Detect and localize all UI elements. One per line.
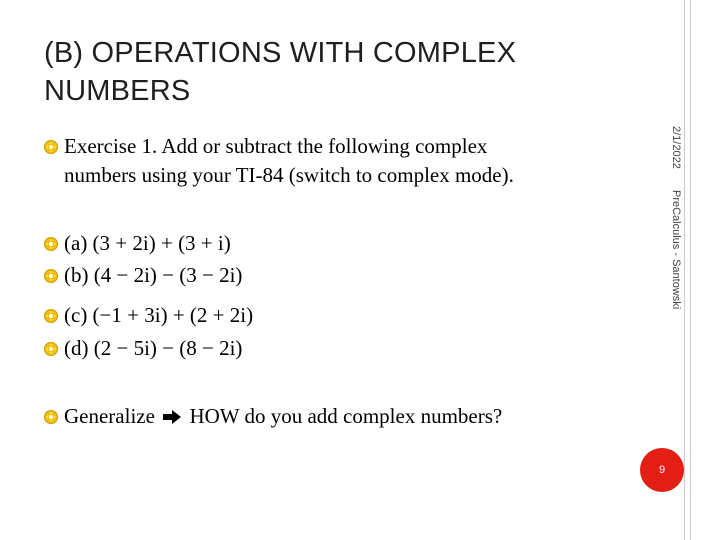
problem-c: (c) (−1 + 3i) + (2 + 2i) [64, 303, 254, 327]
footer-label: PreCalculus - Santowski [670, 190, 682, 310]
sun-bullet-icon [44, 309, 58, 323]
generalize-line [64, 404, 502, 431]
sun-bullet-icon [44, 237, 58, 251]
divider-line [684, 0, 685, 540]
date-label: 2/1/2022 [670, 126, 682, 169]
page-number: 9 [658, 464, 666, 476]
sun-bullet-icon [44, 342, 58, 356]
generalize-lead: Generalize [64, 404, 155, 428]
problem-b: (b) (4 − 2i) − (3 − 2i) [64, 263, 243, 287]
exercise-line-1: Exercise 1. Add or subtract the following complex [64, 134, 488, 158]
problem-d: (d) (2 − 5i) − (8 − 2i) [64, 336, 243, 360]
page-number-badge [640, 448, 684, 492]
problem-a: (a) (3 + 2i) + (3 + i) [64, 231, 231, 255]
exercise-line-2: numbers using your TI-84 (switch to complex mode). [64, 163, 514, 187]
sun-bullet-icon [44, 140, 58, 154]
sun-bullet-icon [44, 269, 58, 283]
generalize-question: HOW do you add complex numbers? [189, 404, 503, 428]
right-arrow-icon [162, 406, 182, 431]
sun-bullet-icon [44, 410, 58, 424]
slide-title: (B) OPERATIONS WITH COMPLEX NUMBERS [44, 37, 517, 107]
divider-line [690, 0, 691, 540]
